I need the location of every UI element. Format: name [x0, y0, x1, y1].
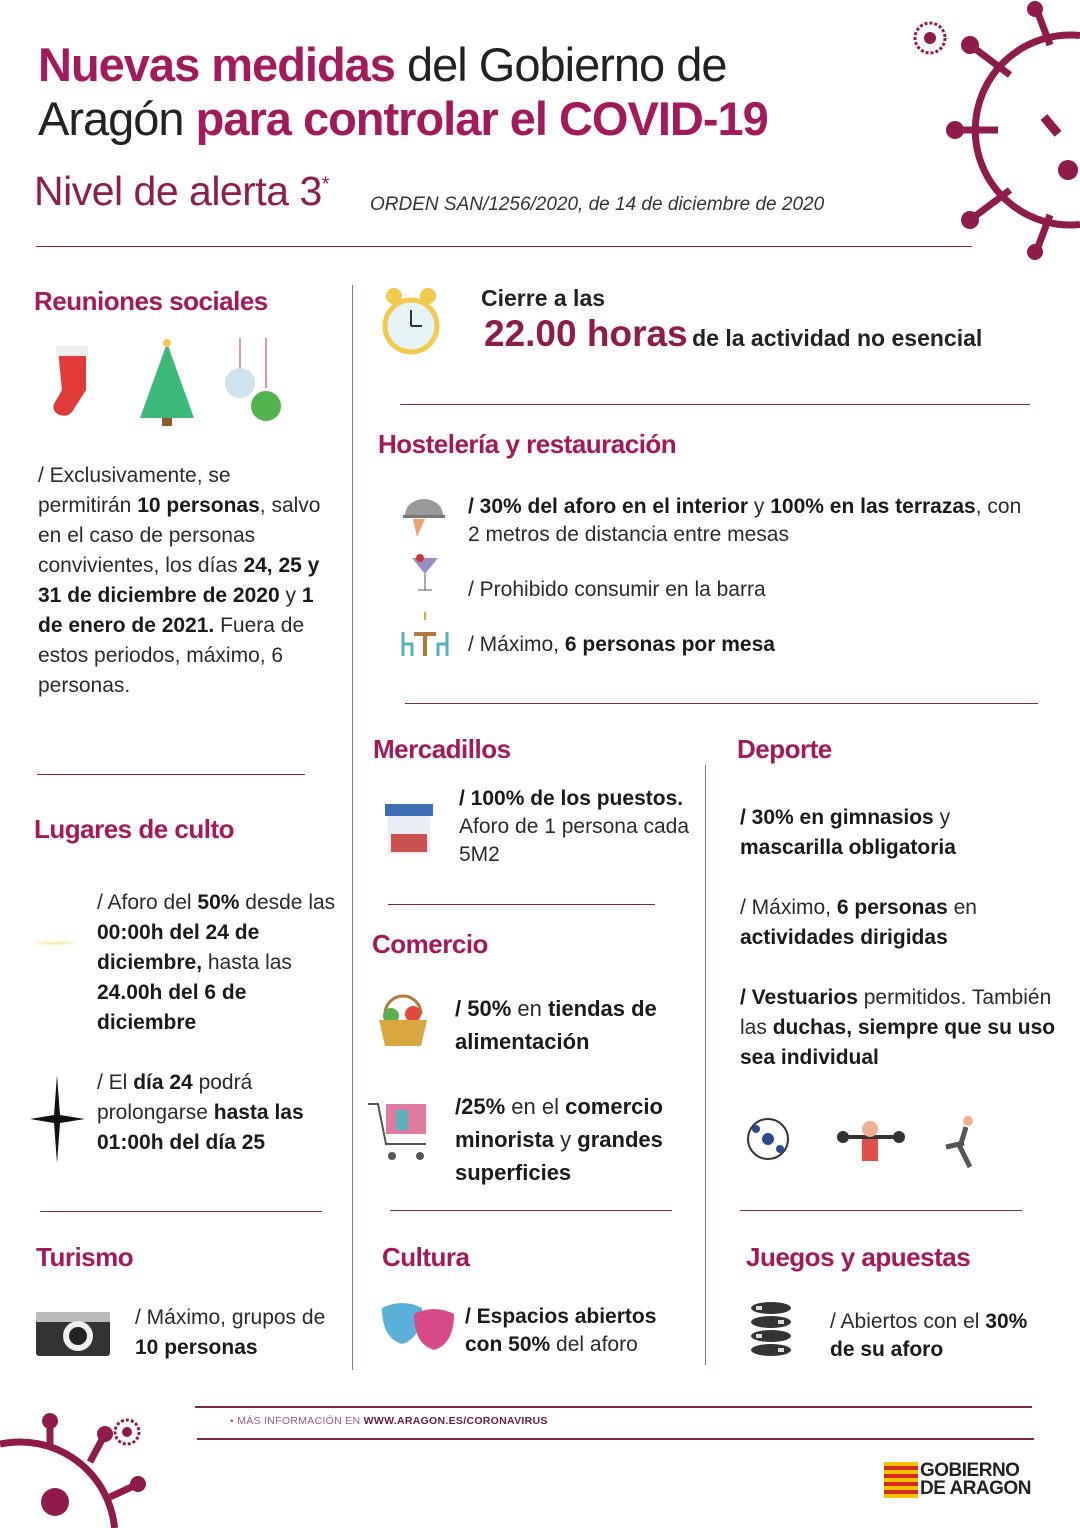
hosteleria-item-2 [468, 575, 766, 605]
text: en [511, 996, 548, 1021]
gobierno-aragon-logo [884, 1462, 1040, 1498]
divider [388, 904, 655, 905]
small-virus-icon [905, 14, 955, 62]
text: y [554, 1127, 578, 1152]
text: del Gobierno de [394, 38, 727, 91]
hosteleria-item-1 [468, 493, 1038, 549]
cierre-time: 22.00 horas [484, 313, 688, 354]
bold-text: duchas, siempre que su uso sea individual [740, 1016, 1056, 1069]
bold-text: día 24 [133, 1071, 193, 1094]
small-virus-icon-bottom [108, 1414, 146, 1450]
christmas-icons [40, 338, 290, 428]
casino-chips-icon [748, 1300, 794, 1360]
bold-text: tiendas de alimentación [455, 996, 657, 1054]
bold-text: 00:00h del 24 de diciembre, [97, 921, 260, 974]
theater-masks-icon [380, 1300, 456, 1356]
camera-icon [36, 1306, 110, 1356]
table-chairs-icon [400, 612, 450, 658]
aragon-flag-icon [884, 1462, 918, 1498]
alarm-clock-icon [380, 284, 442, 360]
bold-text: 1 de enero de 2021. [38, 584, 314, 637]
bold-text: /25% [455, 1094, 506, 1119]
juegos-text [830, 1308, 1030, 1364]
divider [37, 774, 305, 775]
ornaments-icon [225, 338, 281, 421]
runner-icon [946, 1116, 973, 1167]
footer-info-label: MÁS INFORMACIÓN EN [237, 1415, 364, 1427]
logo-text: GOBIERNO DE ARAGON [920, 1460, 1031, 1499]
bold-text: grandes superficies [455, 1127, 663, 1185]
text: Aforo de 1 persona cada 5M2 [459, 815, 689, 866]
bold-text: 24, 25 y 31 de diciembre de 2020 [38, 554, 320, 607]
mercadillos-text [459, 785, 689, 869]
bold-text: / 50% [455, 996, 512, 1021]
deporte-item-1 [740, 803, 1040, 863]
bold-text: hasta las 01:00h del día 25 [97, 1101, 304, 1154]
cultura-text [465, 1303, 695, 1359]
bold-text: Nuevas medidas [38, 38, 395, 91]
footer-info: • MÁS INFORMACIÓN EN WWW.ARAGON.ES/CORONAVIRUS [230, 1415, 548, 1427]
cloche-icon [403, 493, 445, 538]
heading-culto: Lugares de culto [34, 814, 235, 844]
alert-footnote-mark: * [321, 173, 330, 196]
text: y [933, 806, 951, 829]
heading-deporte: Deporte [737, 734, 832, 764]
text: / Máximo, [468, 633, 565, 656]
heading-reuniones: Reuniones sociales [34, 286, 268, 316]
bold-text: / 30% en gimnasios [740, 806, 934, 829]
text: / Exclusivamente, se permitirán [38, 464, 231, 517]
culto-text-2 [97, 1068, 342, 1158]
text: del aforo [550, 1333, 638, 1356]
divider [405, 703, 1038, 704]
heading-mercadillos: Mercadillos [373, 734, 511, 764]
text: desde las [239, 891, 336, 914]
cierre-time-line [484, 313, 982, 355]
heading-cultura: Cultura [382, 1242, 470, 1272]
divider [36, 246, 972, 247]
bold-text: 100% en las terrazas [770, 495, 976, 518]
grocery-basket-icon [375, 992, 431, 1048]
bold-text: / Vestuarios [740, 986, 858, 1009]
stocking-icon [53, 346, 88, 416]
deporte-item-2 [740, 893, 1040, 953]
cocktail-icon [410, 552, 440, 592]
heading-hosteleria: Hostelería y restauración [378, 429, 677, 459]
divider [390, 1210, 672, 1211]
christmas-tree-icon [140, 339, 194, 426]
bold-text: 30% de su aforo [830, 1310, 1028, 1361]
comercio-item-2 [455, 1090, 700, 1189]
alert-level-text: Nivel de alerta 3 [34, 168, 322, 214]
star-icon [30, 1075, 85, 1163]
shopping-cart-icon [368, 1100, 434, 1166]
text: / Máximo, [740, 896, 837, 919]
heading-turismo: Turismo [36, 1242, 134, 1272]
column-divider [705, 765, 706, 1365]
text: Aragón [38, 92, 196, 145]
hosteleria-item-3 [468, 630, 775, 660]
comercio-item-1 [455, 992, 695, 1058]
divider [195, 1406, 1032, 1408]
order-reference: ORDEN SAN/1256/2020, de 14 de diciembre de 2020 [370, 194, 825, 215]
text: , salvo en el caso de personas convivientes, los días [38, 494, 321, 577]
bold-text: 6 personas [836, 896, 948, 919]
page-title [38, 38, 768, 146]
text: / Prohibido consumir en la barra [468, 578, 766, 601]
bold-text: 24.00h del 6 de diciembre [97, 981, 247, 1034]
alert-level [34, 168, 329, 215]
bold-text: / Espacios abiertos con 50% [465, 1305, 657, 1356]
text: podrá prolongarse [97, 1071, 253, 1124]
divider [197, 1438, 1034, 1440]
bold-text: para controlar el COVID-19 [195, 92, 768, 145]
bold-text: / 100% de los puestos. [459, 787, 684, 810]
cierre-label: Cierre a las [481, 285, 606, 311]
bold-text: 10 personas [135, 1336, 258, 1359]
cierre-rest: de la actividad no esencial [692, 325, 983, 351]
sports-icons [746, 1115, 986, 1170]
bold-text: 10 personas [137, 494, 260, 517]
heading-comercio: Comercio [372, 929, 488, 959]
culto-text-1 [97, 888, 347, 1038]
text: en [947, 896, 977, 919]
bold-text: comercio minorista [455, 1094, 663, 1152]
text: / Aforo del [97, 891, 198, 914]
deporte-item-3 [740, 983, 1060, 1073]
footer-link[interactable]: WWW.ARAGON.ES/CORONAVIRUS [363, 1415, 548, 1427]
sparkle-icon [28, 940, 83, 946]
virus-icon [940, 0, 1080, 265]
bold-text: mascarilla obligatoria [740, 836, 956, 859]
turismo-text [135, 1303, 335, 1363]
text: / El [97, 1071, 134, 1094]
heading-juegos: Juegos y apuestas [746, 1242, 971, 1272]
text: Fuera de estos periodos, máximo, 6 personas. [38, 614, 305, 697]
bold-text: 6 personas por mesa [564, 633, 775, 656]
text: permitidos. También las [740, 986, 1052, 1039]
reuniones-text [38, 461, 328, 701]
bold-text: / 30% del aforo en el interior [468, 495, 749, 518]
bold-text: actividades dirigidas [740, 926, 948, 949]
divider [400, 404, 1030, 405]
text: hasta las [202, 951, 292, 974]
text: / Máximo, grupos de [135, 1306, 326, 1329]
text: / Abiertos con el [830, 1310, 986, 1333]
soccer-ball-icon [748, 1119, 788, 1159]
text: en el [505, 1094, 566, 1119]
text: , con 2 metros de distancia entre mesas [468, 495, 1022, 546]
column-divider [352, 285, 353, 1370]
weightlifter-icon [837, 1121, 905, 1161]
text: y [748, 495, 771, 518]
market-stall-icon [385, 804, 433, 856]
divider [40, 1211, 322, 1212]
bold-text: 50% [197, 891, 240, 914]
text: y [279, 584, 302, 607]
divider [740, 1210, 1022, 1211]
